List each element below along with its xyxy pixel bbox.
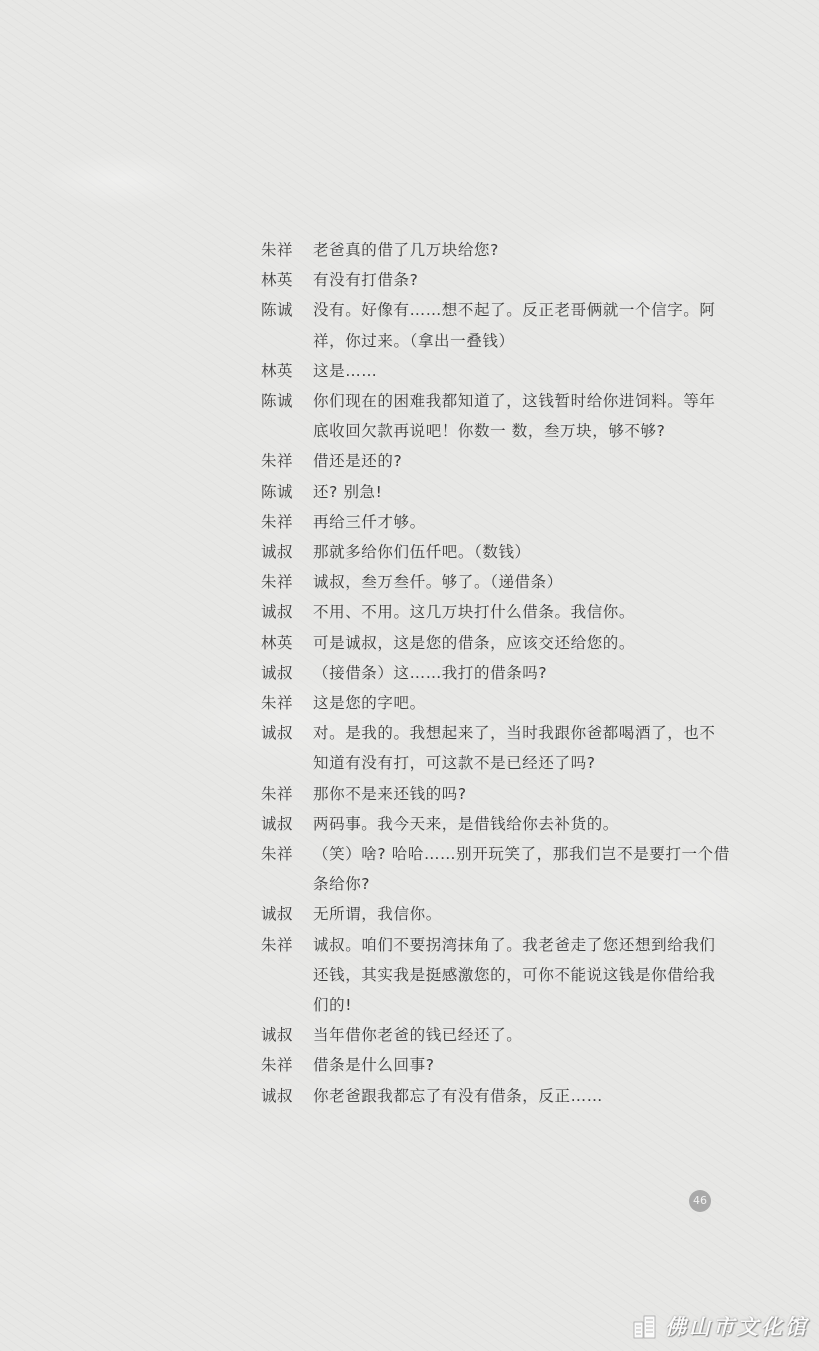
dialogue-line <box>261 899 731 929</box>
dialogue-line <box>261 386 731 446</box>
speaker-name: 诚叔 <box>261 543 294 562</box>
speech-text: 还? 别急! <box>313 482 383 501</box>
dialogue-line <box>261 597 731 627</box>
speech-text: 当年借你老爸的钱已经还了。 <box>313 1026 523 1045</box>
dialogue-line <box>261 537 731 567</box>
speech-text: 你老爸跟我都忘了有没有借条，反正…… <box>313 1086 603 1105</box>
dialogue-line <box>261 477 731 507</box>
speaker-name: 诚叔 <box>261 724 294 743</box>
dialogue-line <box>261 507 731 537</box>
dialogue-line <box>261 235 731 265</box>
speech-text: 不用、不用。这几万块打什么借条。我信你。 <box>313 603 636 622</box>
dialogue-script <box>261 235 731 1111</box>
speech-text: 没有。好像有……想不起了。反正老哥俩就一个信字。阿祥，你过来。（拿出一叠钱） <box>313 301 716 350</box>
speech-text: 借条是什么回事? <box>313 1056 435 1075</box>
speaker-name: 诚叔 <box>261 905 294 924</box>
watermark <box>631 1309 809 1343</box>
dialogue-line <box>261 658 731 688</box>
speech-text: 借还是还的? <box>313 452 403 471</box>
dialogue-line <box>261 1081 731 1111</box>
dialogue-line <box>261 930 731 1021</box>
dialogue-line <box>261 1020 731 1050</box>
speaker-name: 林英 <box>261 361 294 380</box>
dialogue-line <box>261 446 731 476</box>
speech-text: 这是您的字吧。 <box>313 694 426 713</box>
dialogue-line <box>261 779 731 809</box>
speaker-name: 朱祥 <box>261 512 294 531</box>
speech-text: 可是诚叔，这是您的借条，应该交还给您的。 <box>313 633 636 652</box>
dialogue-line <box>261 628 731 658</box>
speech-text: 你们现在的困难我都知道了，这钱暂时给你进饲料。等年底收回欠款再说吧！你数一 数，叁万块，够不够? <box>313 392 716 441</box>
speaker-name: 诚叔 <box>261 663 294 682</box>
speaker-name: 朱祥 <box>261 452 294 471</box>
page-number-badge: 46 <box>689 1190 711 1212</box>
speech-text: 这是…… <box>313 361 378 380</box>
speaker-name: 诚叔 <box>261 603 294 622</box>
speaker-name: 朱祥 <box>261 935 294 954</box>
speech-text: （笑）啥? 哈哈……别开玩笑了，那我们岂不是要打一个借条给你? <box>313 845 730 894</box>
dialogue-line <box>261 839 731 899</box>
speaker-name: 诚叔 <box>261 1086 294 1105</box>
speech-text: 对。是我的。我想起来了，当时我跟你爸都喝酒了，也不知道有没有打，可这款不是已经还了吗? <box>313 724 716 773</box>
speaker-name: 诚叔 <box>261 814 294 833</box>
dialogue-line <box>261 295 731 355</box>
speech-text: 那就多给你们伍仟吧。（数钱） <box>313 543 531 562</box>
speaker-name: 林英 <box>261 633 294 652</box>
speaker-name: 陈诚 <box>261 301 294 320</box>
speaker-name: 朱祥 <box>261 573 294 592</box>
speech-text: 诚叔。咱们不要拐湾抹角了。我老爸走了您还想到给我们还钱，其实我是挺感激您的，可你不能说这钱是你借给我们的! <box>313 935 716 1015</box>
dialogue-line <box>261 809 731 839</box>
dialogue-line <box>261 718 731 778</box>
speaker-name: 诚叔 <box>261 1026 294 1045</box>
dialogue-line <box>261 265 731 295</box>
dialogue-line <box>261 356 731 386</box>
dialogue-line <box>261 1050 731 1080</box>
speaker-name: 陈诚 <box>261 392 294 411</box>
speech-text: 诚叔，叁万叁仟。够了。（递借条） <box>313 573 563 592</box>
speech-text: 有没有打借条? <box>313 271 419 290</box>
speech-text: 两码事。我今天来，是借钱给你去补货的。 <box>313 814 619 833</box>
speaker-name: 朱祥 <box>261 784 294 803</box>
watermark-text: 佛山市文化馆 <box>665 1314 809 1339</box>
speech-text: 再给三仟才够。 <box>313 512 426 531</box>
speech-text: 那你不是来还钱的吗? <box>313 784 467 803</box>
speaker-name: 林英 <box>261 271 294 290</box>
speech-text: 老爸真的借了几万块给您? <box>313 241 499 259</box>
speaker-name: 陈诚 <box>261 482 294 501</box>
speaker-name: 朱祥 <box>261 241 294 259</box>
speech-text: 无所谓，我信你。 <box>313 905 442 924</box>
speech-text: （接借条）这……我打的借条吗? <box>313 663 548 682</box>
speaker-name: 朱祥 <box>261 845 294 864</box>
speaker-name: 朱祥 <box>261 694 294 713</box>
dialogue-line <box>261 567 731 597</box>
building-logo-icon <box>631 1312 659 1340</box>
dialogue-line <box>261 688 731 718</box>
speaker-name: 朱祥 <box>261 1056 294 1075</box>
